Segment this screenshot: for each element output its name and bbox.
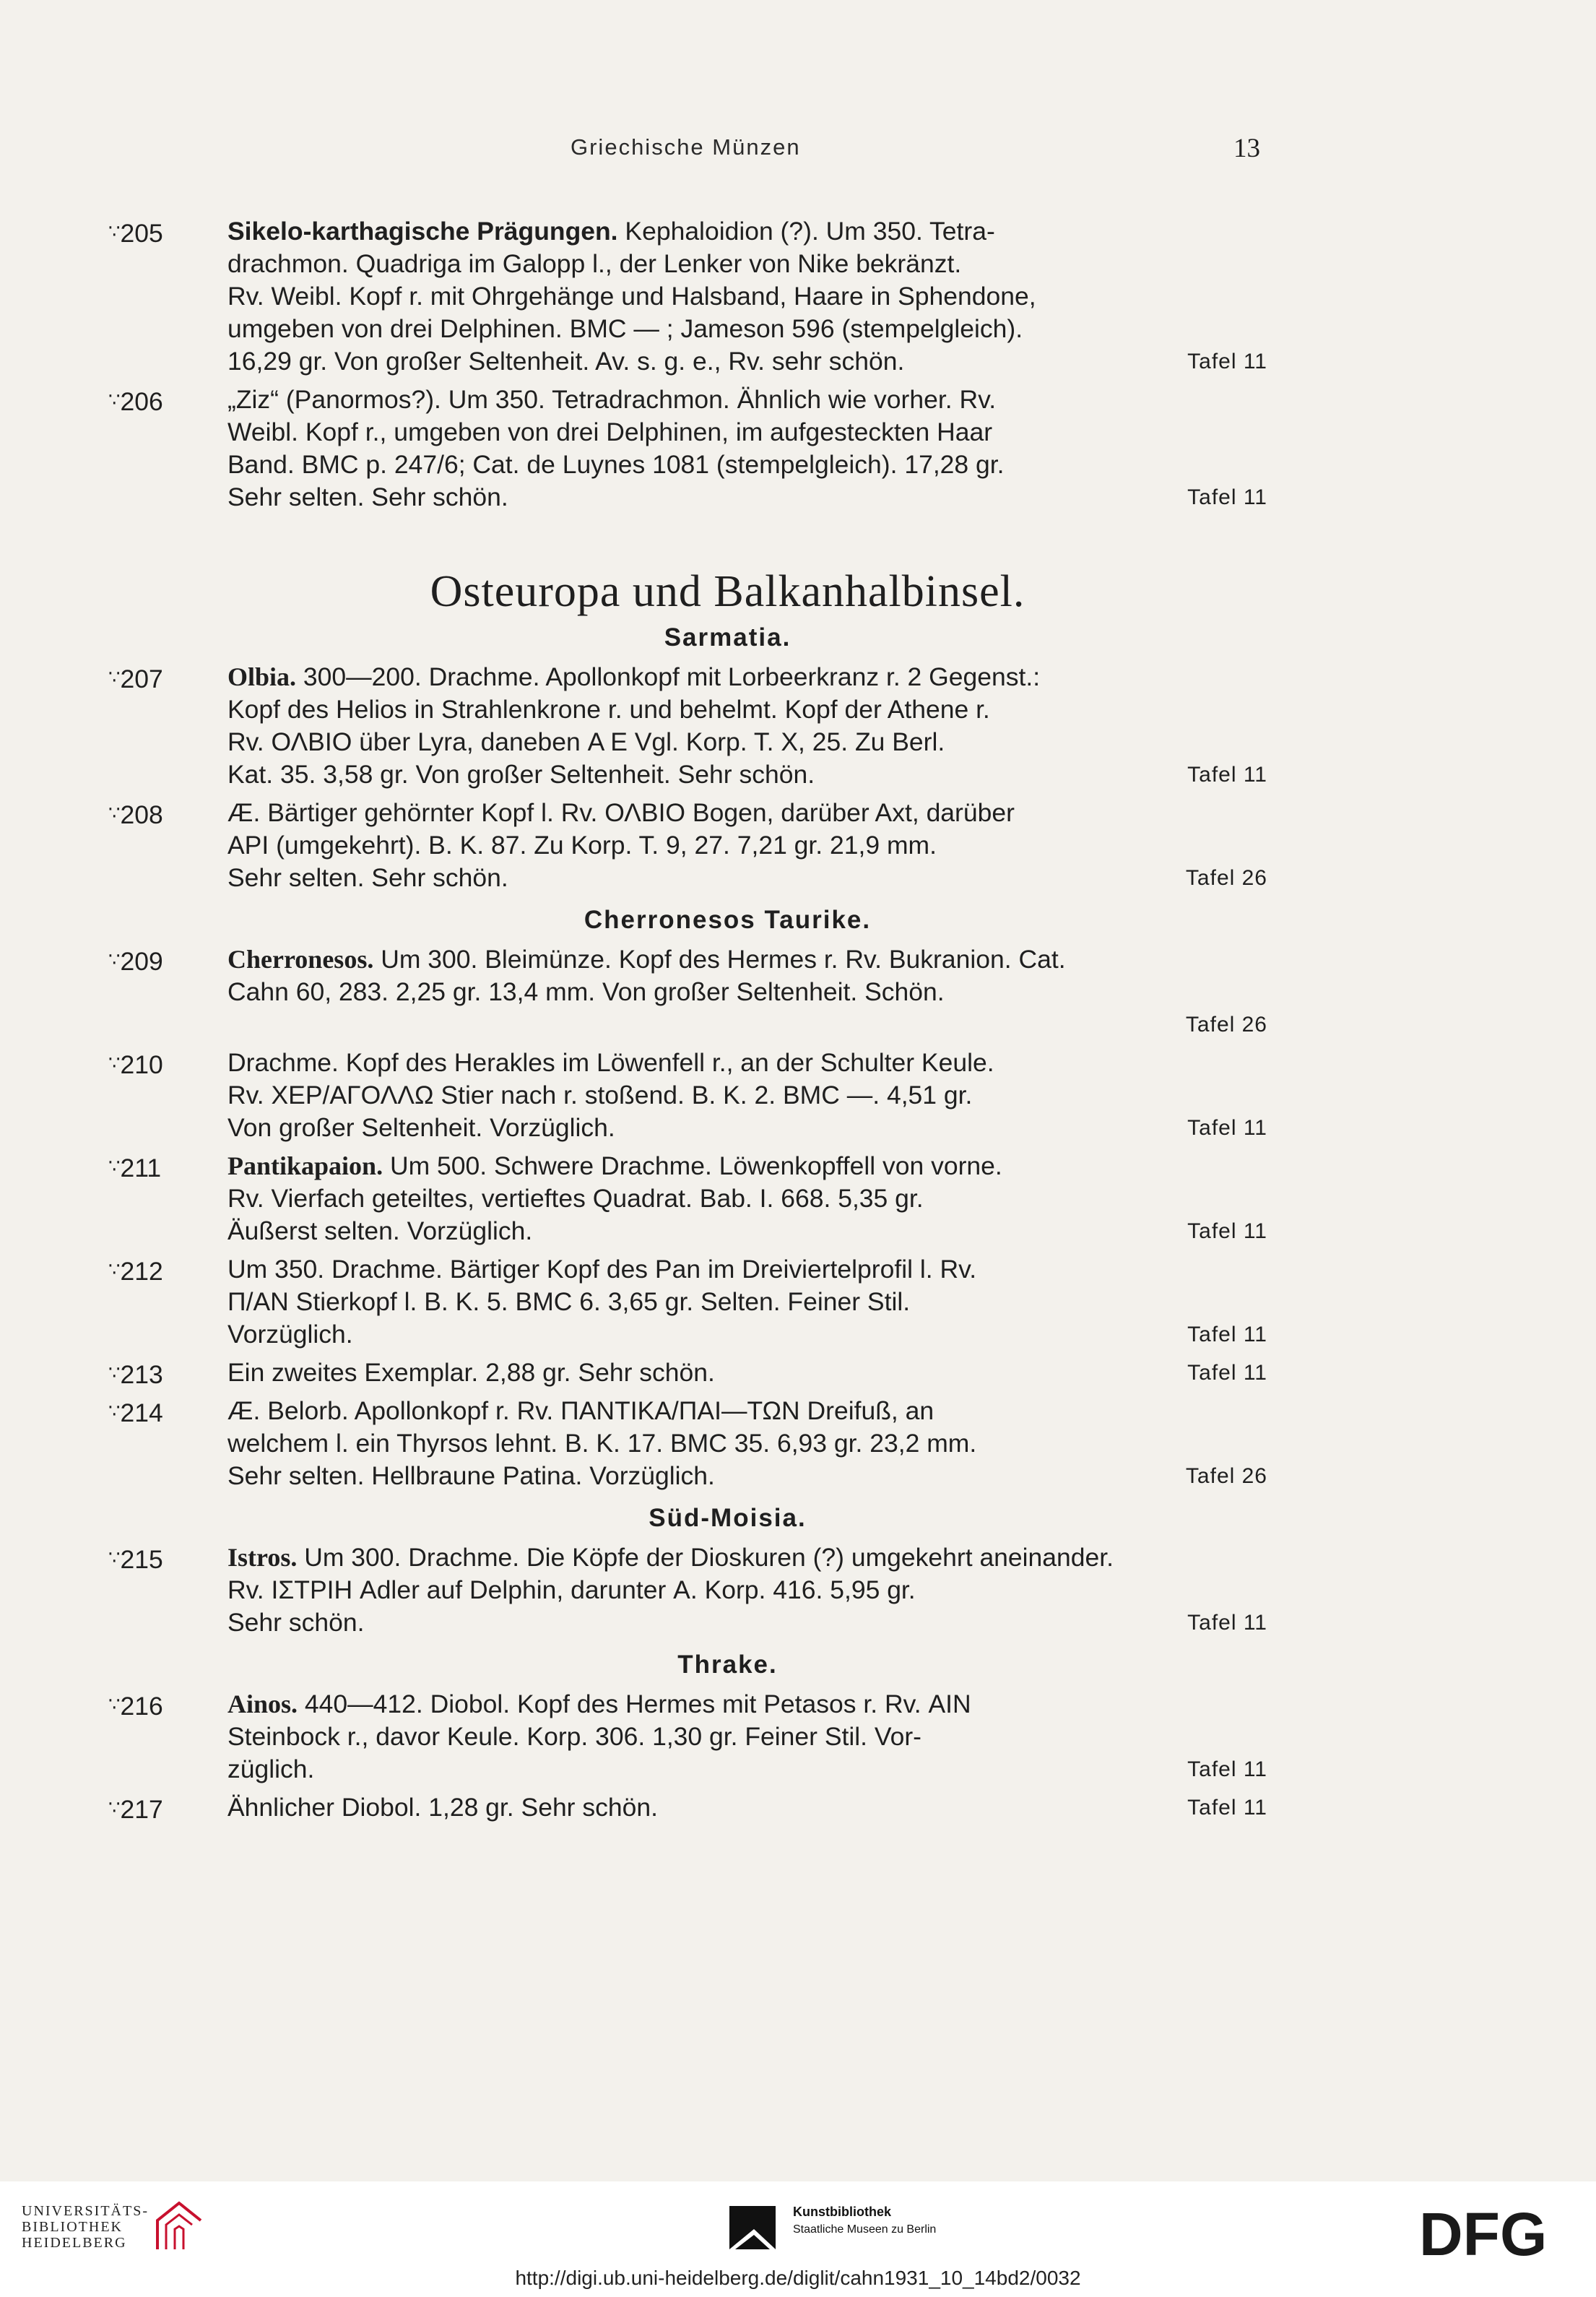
entry-number-text: 215 xyxy=(120,1545,163,1574)
entry-line xyxy=(227,1574,1267,1606)
entry-line xyxy=(227,1753,1267,1786)
entry-number-text: 210 xyxy=(120,1050,163,1079)
asterism-mark-icon: ∵ xyxy=(108,948,121,970)
entry-line xyxy=(227,1460,1267,1492)
plate-reference: Tafel 26 xyxy=(1185,1464,1267,1488)
catalog-entry xyxy=(108,1688,1267,1786)
catalog-entry xyxy=(108,661,1267,791)
plate-reference: Tafel 11 xyxy=(1187,1323,1267,1346)
entry-text: Steinbock r., davor Keule. Korp. 306. 1,30 gr. Feiner Stil. Vor- xyxy=(227,1722,921,1751)
running-header-title: Griechische Münzen xyxy=(571,134,801,160)
catalog-entry xyxy=(108,797,1267,894)
entry-number xyxy=(108,384,163,418)
entry-line xyxy=(227,726,1267,758)
asterism-mark-icon: ∵ xyxy=(108,220,121,242)
entry-line xyxy=(227,693,1267,726)
entry-number-text: 209 xyxy=(120,947,163,976)
ub-red-mark-icon xyxy=(150,2199,208,2254)
entry-line xyxy=(227,1182,1267,1215)
entry-text: Um 300. Bleimünze. Kopf des Hermes r. Rv. Bukranion. Cat. xyxy=(373,945,1066,974)
entry-lead: Istros. xyxy=(227,1543,298,1572)
entry-line xyxy=(227,1150,1267,1182)
entry-line xyxy=(227,416,1267,449)
entry-line xyxy=(227,1079,1267,1112)
dfg-logo[interactable] xyxy=(1419,2207,1571,2264)
running-header xyxy=(0,130,1596,166)
entry-line xyxy=(227,449,1267,481)
plate-reference: Tafel 26 xyxy=(1185,866,1267,890)
entry-number-text: 216 xyxy=(120,1692,163,1721)
entry-text: Rv. Vierfach geteiltes, vertieftes Quadrat. Bab. I. 668. 5,35 gr. xyxy=(227,1184,924,1213)
asterism-mark-icon: ∵ xyxy=(108,802,121,823)
entry-number-text: 205 xyxy=(120,219,163,248)
entry-text: Sehr selten. Sehr schön. xyxy=(227,863,508,892)
region-subheading: Sarmatia. xyxy=(664,623,792,652)
entry-number-text: 212 xyxy=(120,1257,163,1286)
kunstbibliothek-sub: Staatliche Museen zu Berlin xyxy=(793,2223,937,2236)
entry-lead: Cherronesos. xyxy=(227,945,374,974)
entry-text: Cahn 60, 283. 2,25 gr. 13,4 mm. Von großer Seltenheit. Schön. xyxy=(227,977,945,1006)
entry-number xyxy=(108,1047,163,1081)
entry-number xyxy=(108,1791,163,1826)
asterism-mark-icon: ∵ xyxy=(108,1362,121,1383)
region-subheading: Cherronesos Taurike. xyxy=(584,906,872,934)
region-subheading: Süd-Moisia. xyxy=(649,1504,807,1532)
asterism-mark-icon: ∵ xyxy=(108,389,121,410)
kunstbibliothek-name: Kunstbibliothek xyxy=(793,2205,891,2219)
dfg-logo-icon xyxy=(1419,2207,1571,2261)
entry-lead: Olbia. xyxy=(227,662,297,691)
asterism-mark-icon: ∵ xyxy=(108,1052,121,1073)
entry-text: 300—200. Drachme. Apollonkopf mit Lorbeerkranz r. 2 Gegenst.: xyxy=(296,662,1041,691)
entry-number xyxy=(108,215,163,250)
entry-text: Drachme. Kopf des Herakles im Löwenfell r., an der Schulter Keule. xyxy=(227,1048,994,1077)
entry-line xyxy=(227,1215,1267,1247)
ub-line-2: BIBLIOTHEK xyxy=(22,2219,123,2235)
entry-line xyxy=(227,943,1267,976)
plate-reference: Tafel 11 xyxy=(1187,1757,1267,1781)
plate-reference: Tafel 26 xyxy=(1185,1013,1267,1037)
entry-number-text: 208 xyxy=(120,800,163,829)
entry-line xyxy=(227,829,1267,862)
entry-text: drachmon. Quadriga im Galopp l., der Lenker von Nike bekränzt. xyxy=(227,249,962,278)
asterism-mark-icon: ∵ xyxy=(108,1400,121,1422)
entry-text: 440—412. Diobol. Kopf des Hermes mit Petasos r. Rv. ΑΙΝ xyxy=(298,1690,971,1718)
catalog-entry xyxy=(108,1791,1267,1824)
entry-text: umgeben von drei Delphinen. BMC — ; Jameson 596 (stempelgleich). xyxy=(227,314,1023,343)
source-url[interactable]: http://digi.ub.uni-heidelberg.de/diglit/cahn1931_10_14bd2/0032 xyxy=(515,2267,1081,2289)
entry-number xyxy=(108,943,163,978)
entry-number xyxy=(108,1688,163,1723)
catalog-entry xyxy=(108,1047,1267,1144)
entry-text: Æ. Bärtiger gehörnter Kopf l. Rv. ΟΛΒΙΟ Bogen, darüber Axt, darüber xyxy=(227,798,1015,827)
kunstbibliothek-mark-icon xyxy=(729,2206,776,2249)
catalog-entry xyxy=(108,1253,1267,1351)
entry-text: 16,29 gr. Von großer Seltenheit. Av. s. g. e., Rv. sehr schön. xyxy=(227,347,905,376)
entry-line xyxy=(227,280,1267,313)
entry-number-text: 213 xyxy=(120,1360,163,1389)
entry-number xyxy=(108,1150,161,1185)
entry-line xyxy=(227,797,1267,829)
entry-text: Rv. Weibl. Kopf r. mit Ohrgehänge und Halsband, Haare in Sphendone, xyxy=(227,282,1036,311)
entry-line xyxy=(227,1008,1267,1041)
plate-reference: Tafel 11 xyxy=(1187,763,1267,787)
dfg-text: DFG xyxy=(1419,2207,1548,2261)
entry-text: Ein zweites Exemplar. 2,88 gr. Sehr schön. xyxy=(227,1358,715,1387)
entry-text: Rv. ΟΛΒΙΟ über Lyra, daneben Α Ε Vgl. Korp. T. X, 25. Zu Berl. xyxy=(227,727,945,756)
region-subheading: Thrake. xyxy=(677,1651,778,1679)
entry-text: züglich. xyxy=(227,1755,315,1783)
entry-number-text: 217 xyxy=(120,1795,163,1824)
entry-text: ΑΡΙ (umgekehrt). B. K. 87. Zu Korp. T. 9, 27. 7,21 gr. 21,9 mm. xyxy=(227,831,937,860)
entry-line xyxy=(227,1112,1267,1144)
catalog-entry xyxy=(108,943,1267,1041)
entry-line xyxy=(227,481,1267,514)
entry-line xyxy=(227,1253,1267,1286)
entry-text: Rv. ΙΣΤΡΙΗ Adler auf Delphin, darunter Α. Korp. 416. 5,95 gr. xyxy=(227,1575,916,1604)
entry-line xyxy=(227,1318,1267,1351)
asterism-mark-icon: ∵ xyxy=(108,1258,121,1280)
entry-lead: Sikelo-karthagische Prägungen. xyxy=(227,217,618,246)
entry-lead: Ainos. xyxy=(227,1690,298,1718)
entry-text: Um 350. Drachme. Bärtiger Kopf des Pan im Dreiviertelprofil l. Rv. xyxy=(227,1255,977,1284)
plate-reference: Tafel 11 xyxy=(1187,1116,1267,1140)
entry-text: Band. BMC p. 247/6; Cat. de Luynes 1081 (stempelgleich). 17,28 gr. xyxy=(227,450,1005,479)
footer-bar xyxy=(0,2181,1596,2297)
page-number: 13 xyxy=(1233,134,1260,163)
entry-line xyxy=(227,1791,1267,1824)
catalog-entry xyxy=(108,1150,1267,1247)
entry-line xyxy=(227,1427,1267,1460)
entry-number-text: 207 xyxy=(120,665,163,693)
entry-text: Von großer Seltenheit. Vorzüglich. xyxy=(227,1113,615,1142)
entry-line xyxy=(227,313,1267,345)
entry-line xyxy=(227,862,1267,894)
entry-text: Kephaloidion (?). Um 350. Tetra- xyxy=(617,217,995,246)
entry-text: Ähnlicher Diobol. 1,28 gr. Sehr schön. xyxy=(227,1793,658,1822)
plate-reference: Tafel 11 xyxy=(1187,485,1267,509)
plate-reference: Tafel 11 xyxy=(1187,1219,1267,1243)
section-heading: Osteuropa und Balkanhalbinsel. xyxy=(430,567,1025,616)
catalog-entry xyxy=(108,1395,1267,1492)
asterism-mark-icon: ∵ xyxy=(108,1693,121,1715)
entry-text: Kat. 35. 3,58 gr. Von großer Seltenheit. Sehr schön. xyxy=(227,760,815,789)
ub-line-1: UNIVERSITÄTS- xyxy=(22,2203,149,2219)
asterism-mark-icon: ∵ xyxy=(108,1796,121,1818)
entry-line xyxy=(227,1541,1267,1574)
entry-text: Sehr selten. Sehr schön. xyxy=(227,483,508,511)
entry-number xyxy=(108,1253,163,1288)
entry-line xyxy=(227,248,1267,280)
catalog-content xyxy=(108,209,1267,1824)
entry-line xyxy=(227,215,1267,248)
entry-number xyxy=(108,797,163,831)
entry-line xyxy=(227,661,1267,693)
entry-text: Weibl. Kopf r., umgeben von drei Delphinen, im aufgesteckten Haar xyxy=(227,418,993,446)
entry-line xyxy=(227,1721,1267,1753)
catalog-entry xyxy=(108,384,1267,514)
entry-number xyxy=(108,1357,163,1391)
entry-text: Rv. ΧΕΡ/ΑΓΟΛΛΩ Stier nach r. stoßend. B. K. 2. BMC —. 4,51 gr. xyxy=(227,1081,973,1109)
entry-number xyxy=(108,661,163,696)
entry-text: Um 300. Drachme. Die Köpfe der Dioskuren (?) umgekehrt aneinander. xyxy=(297,1543,1114,1572)
entry-line xyxy=(227,345,1267,378)
entry-text: Um 500. Schwere Drachme. Löwenkopffell von vorne. xyxy=(383,1151,1002,1180)
entry-line xyxy=(227,1286,1267,1318)
entry-text: Vorzüglich. xyxy=(227,1320,353,1349)
catalog-entry xyxy=(108,1357,1267,1389)
entry-text: „Ziz“ (Panormos?). Um 350. Tetradrachmon. Ähnlich wie vorher. Rv. xyxy=(227,385,997,414)
entry-text: Π/ΑΝ Stierkopf l. B. K. 5. BMC 6. 3,65 gr. Selten. Feiner Stil. xyxy=(227,1287,911,1316)
asterism-mark-icon: ∵ xyxy=(108,1547,121,1568)
entry-line xyxy=(227,1395,1267,1427)
catalog-entry xyxy=(108,1541,1267,1639)
entry-text: Sehr selten. Hellbraune Patina. Vorzüglich. xyxy=(227,1461,715,1490)
entry-line xyxy=(227,758,1267,791)
entry-text: Sehr schön. xyxy=(227,1608,365,1637)
plate-reference: Tafel 11 xyxy=(1187,1611,1267,1635)
catalog-entry xyxy=(108,215,1267,378)
entry-lead: Pantikapaion. xyxy=(227,1151,383,1180)
plate-reference: Tafel 11 xyxy=(1187,1796,1267,1820)
entry-line xyxy=(227,1047,1267,1079)
entry-line xyxy=(227,1357,1267,1389)
heidelberg-library-logo[interactable] xyxy=(22,2203,149,2251)
plate-reference: Tafel 11 xyxy=(1187,1361,1267,1385)
entry-text: Æ. Belorb. Apollonkopf r. Rv. ΠΑΝΤΙΚΑ/ΠΑΙ—ΤΩΝ Dreifuß, an xyxy=(227,1396,934,1425)
entry-number-text: 211 xyxy=(120,1154,162,1182)
entry-line xyxy=(227,1688,1267,1721)
entry-line xyxy=(227,1606,1267,1639)
plate-reference: Tafel 11 xyxy=(1187,350,1267,373)
entry-text: welchem l. ein Thyrsos lehnt. B. K. 17. BMC 35. 6,93 gr. 23,2 mm. xyxy=(227,1429,977,1458)
asterism-mark-icon: ∵ xyxy=(108,666,121,688)
entry-number xyxy=(108,1541,163,1576)
asterism-mark-icon: ∵ xyxy=(108,1155,121,1177)
entry-line xyxy=(227,384,1267,416)
entry-number-text: 214 xyxy=(120,1398,163,1427)
entry-number-text: 206 xyxy=(120,387,163,416)
entry-text: Kopf des Helios in Strahlenkrone r. und behelmt. Kopf der Athene r. xyxy=(227,695,990,724)
entry-text: Äußerst selten. Vorzüglich. xyxy=(227,1216,533,1245)
ub-line-3: HEIDELBERG xyxy=(22,2235,127,2251)
entry-number xyxy=(108,1395,163,1429)
entry-line xyxy=(227,976,1267,1008)
